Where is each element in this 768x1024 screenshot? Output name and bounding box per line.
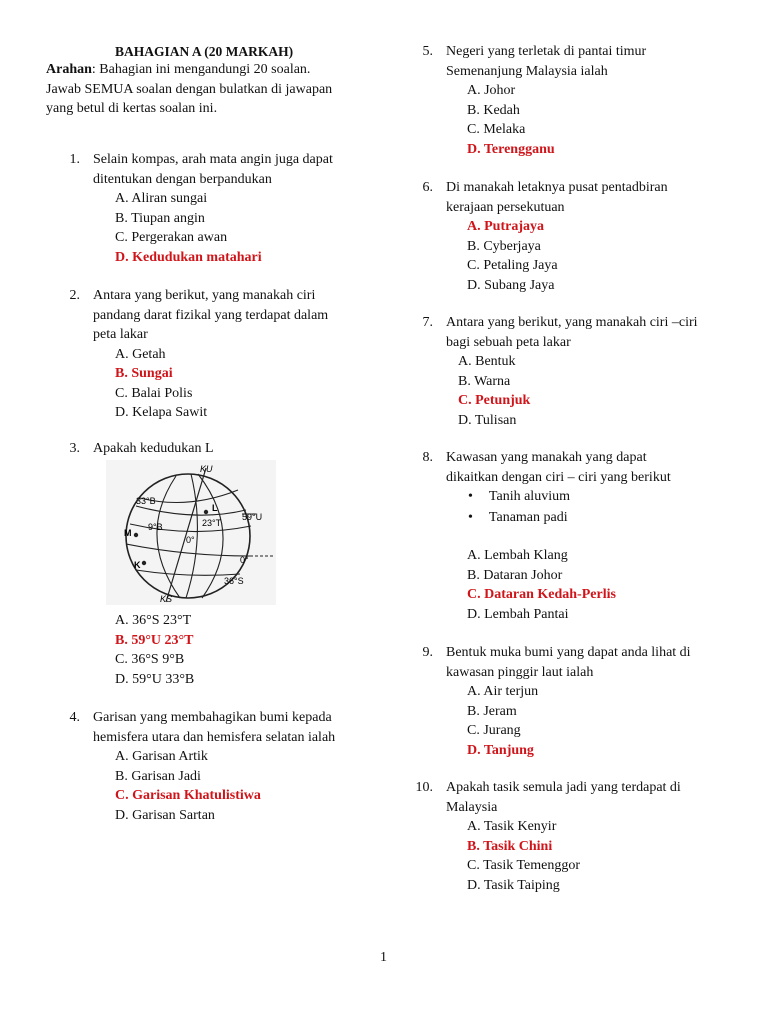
question-text: Negeri yang terletak di pantai timur: [446, 44, 647, 59]
option[interactable]: A. Aliran sungai: [115, 191, 208, 206]
globe-diagram: [106, 460, 276, 605]
question-text: pandang darat fizikal yang terdapat dalam: [93, 307, 329, 323]
label-k: K: [134, 560, 141, 570]
label-m: M: [124, 528, 132, 538]
option[interactable]: D. Subang Jaya: [467, 277, 555, 293]
question-text: Apakah tasik semula jadi yang terdapat di: [446, 780, 681, 795]
question-number: 7.: [422, 315, 433, 330]
question-number: 6.: [422, 180, 433, 195]
question-number: 5.: [422, 44, 433, 59]
option[interactable]: B. Jeram: [467, 703, 517, 719]
question-number: 1.: [69, 152, 80, 167]
bullet-item: [468, 508, 568, 528]
question-text: Semenanjung Malaysia ialah: [446, 63, 608, 79]
label-0-lat: 0°: [240, 555, 249, 565]
option-correct[interactable]: D. Kedudukan matahari: [115, 249, 262, 265]
option[interactable]: A. Getah: [115, 346, 166, 362]
label-0-lon: 0°: [186, 535, 195, 545]
option[interactable]: A. Johor: [467, 83, 516, 98]
label-33b: 33°B: [136, 496, 156, 506]
option[interactable]: C. Petaling Jaya: [467, 258, 558, 273]
option[interactable]: A. Bentuk: [458, 354, 516, 369]
option[interactable]: B. Dataran Johor: [467, 567, 563, 583]
option[interactable]: B. Cyberjaya: [467, 238, 541, 254]
bullet-dot-icon: •: [468, 489, 473, 504]
question-text: Antara yang berikut, yang manakah ciri –ciri: [446, 315, 698, 330]
option[interactable]: C. Melaka: [467, 122, 526, 137]
option[interactable]: B. Garisan Jadi: [115, 768, 201, 784]
page-number: 1: [380, 950, 387, 965]
instructions: [46, 60, 376, 119]
point-m: [134, 533, 138, 537]
option-correct[interactable]: C. Petunjuk: [458, 393, 531, 408]
instruction-line-2: Jawab SEMUA soalan dengan bulatkan di jawapan: [46, 81, 333, 97]
option-correct[interactable]: A. Putrajaya: [467, 219, 544, 234]
question-text: ditentukan dengan berpandukan: [93, 171, 272, 187]
question-text: Selain kompas, arah mata angin juga dapat: [93, 152, 333, 167]
question-text: peta lakar: [93, 327, 148, 342]
question-text: kerajaan persekutuan: [446, 199, 565, 215]
point-l: [204, 510, 208, 514]
option[interactable]: D. Garisan Sartan: [115, 807, 215, 823]
label-59u: 59°U: [242, 512, 263, 522]
option[interactable]: D. Kelapa Sawit: [115, 405, 208, 420]
question-number: 3.: [69, 441, 80, 456]
option[interactable]: C. Balai Polis: [115, 385, 193, 401]
instruction-label: Arahan: [46, 62, 92, 77]
section-title: BAHAGIAN A (20 MARKAH): [115, 44, 294, 59]
bullet-dot-icon: •: [468, 510, 473, 525]
bullet-text: Tanih aluvium: [488, 489, 570, 504]
option[interactable]: A. 36°S 23°T: [115, 613, 192, 628]
question-text: hemisfera utara dan hemisfera selatan ialah: [93, 729, 336, 745]
option[interactable]: A. Garisan Artik: [115, 749, 208, 764]
option[interactable]: C. 36°S 9°B: [115, 652, 185, 667]
question-number: 2.: [69, 288, 80, 303]
question-number: 10.: [415, 780, 433, 795]
option[interactable]: C. Tasik Temenggor: [467, 858, 581, 873]
option-correct[interactable]: C. Garisan Khatulistiwa: [115, 788, 261, 803]
question-text: bagi sebuah peta lakar: [446, 334, 571, 350]
option-correct[interactable]: B. 59°U 23°T: [115, 632, 194, 648]
option[interactable]: A. Tasik Kenyir: [467, 819, 557, 834]
option[interactable]: D. Tasik Taiping: [467, 877, 560, 893]
option[interactable]: D. Tulisan: [458, 412, 517, 428]
question-text: kawasan pinggir laut ialah: [446, 664, 594, 680]
question-text: Antara yang berikut, yang manakah ciri: [93, 288, 316, 303]
bullet-item: [468, 487, 570, 507]
option-correct[interactable]: B. Sungai: [115, 366, 173, 381]
label-ks: KS: [160, 594, 173, 604]
question-text: dikaitkan dengan ciri – ciri yang berikut: [446, 469, 671, 485]
label-l: L: [212, 503, 218, 513]
option[interactable]: A. Lembah Klang: [467, 548, 568, 563]
option-correct[interactable]: D. Tanjung: [467, 742, 534, 758]
option[interactable]: B. Warna: [458, 373, 511, 389]
option-correct[interactable]: C. Dataran Kedah-Perlis: [467, 587, 616, 602]
option[interactable]: C. Pergerakan awan: [115, 230, 228, 245]
option-correct[interactable]: B. Tasik Chini: [467, 838, 553, 854]
label-36s: 36°S: [224, 576, 244, 586]
question-text: Di manakah letaknya pusat pentadbiran: [446, 180, 668, 195]
option[interactable]: A. Air terjun: [467, 684, 539, 699]
question-text: Garisan yang membahagikan bumi kepada: [93, 710, 332, 725]
option[interactable]: B. Tiupan angin: [115, 210, 205, 226]
option[interactable]: D. 59°U 33°B: [115, 671, 195, 687]
question-text: Kawasan yang manakah yang dapat: [446, 450, 647, 465]
option[interactable]: C. Jurang: [467, 723, 521, 738]
question-text: Apakah kedudukan L: [93, 441, 214, 456]
question-number: 4.: [69, 710, 80, 725]
label-ku: KU: [200, 464, 213, 474]
point-k: [142, 561, 146, 565]
question-text: Bentuk muka bumi yang dapat anda lihat di: [446, 645, 691, 660]
question-number: 9.: [422, 645, 433, 660]
label-9b: 9°B: [148, 522, 163, 532]
option[interactable]: B. Kedah: [467, 102, 520, 118]
question-text: Malaysia: [446, 799, 498, 815]
instruction-line-1: : Bahagian ini mengandungi 20 soalan.: [91, 62, 311, 77]
bullet-text: Tanaman padi: [488, 510, 568, 525]
option[interactable]: D. Lembah Pantai: [467, 606, 569, 622]
option-correct[interactable]: D. Terengganu: [467, 141, 555, 157]
question-number: 8.: [422, 450, 433, 465]
label-23t: 23°T: [202, 518, 222, 528]
instruction-line-3: yang betul di kertas soalan ini.: [46, 101, 218, 116]
